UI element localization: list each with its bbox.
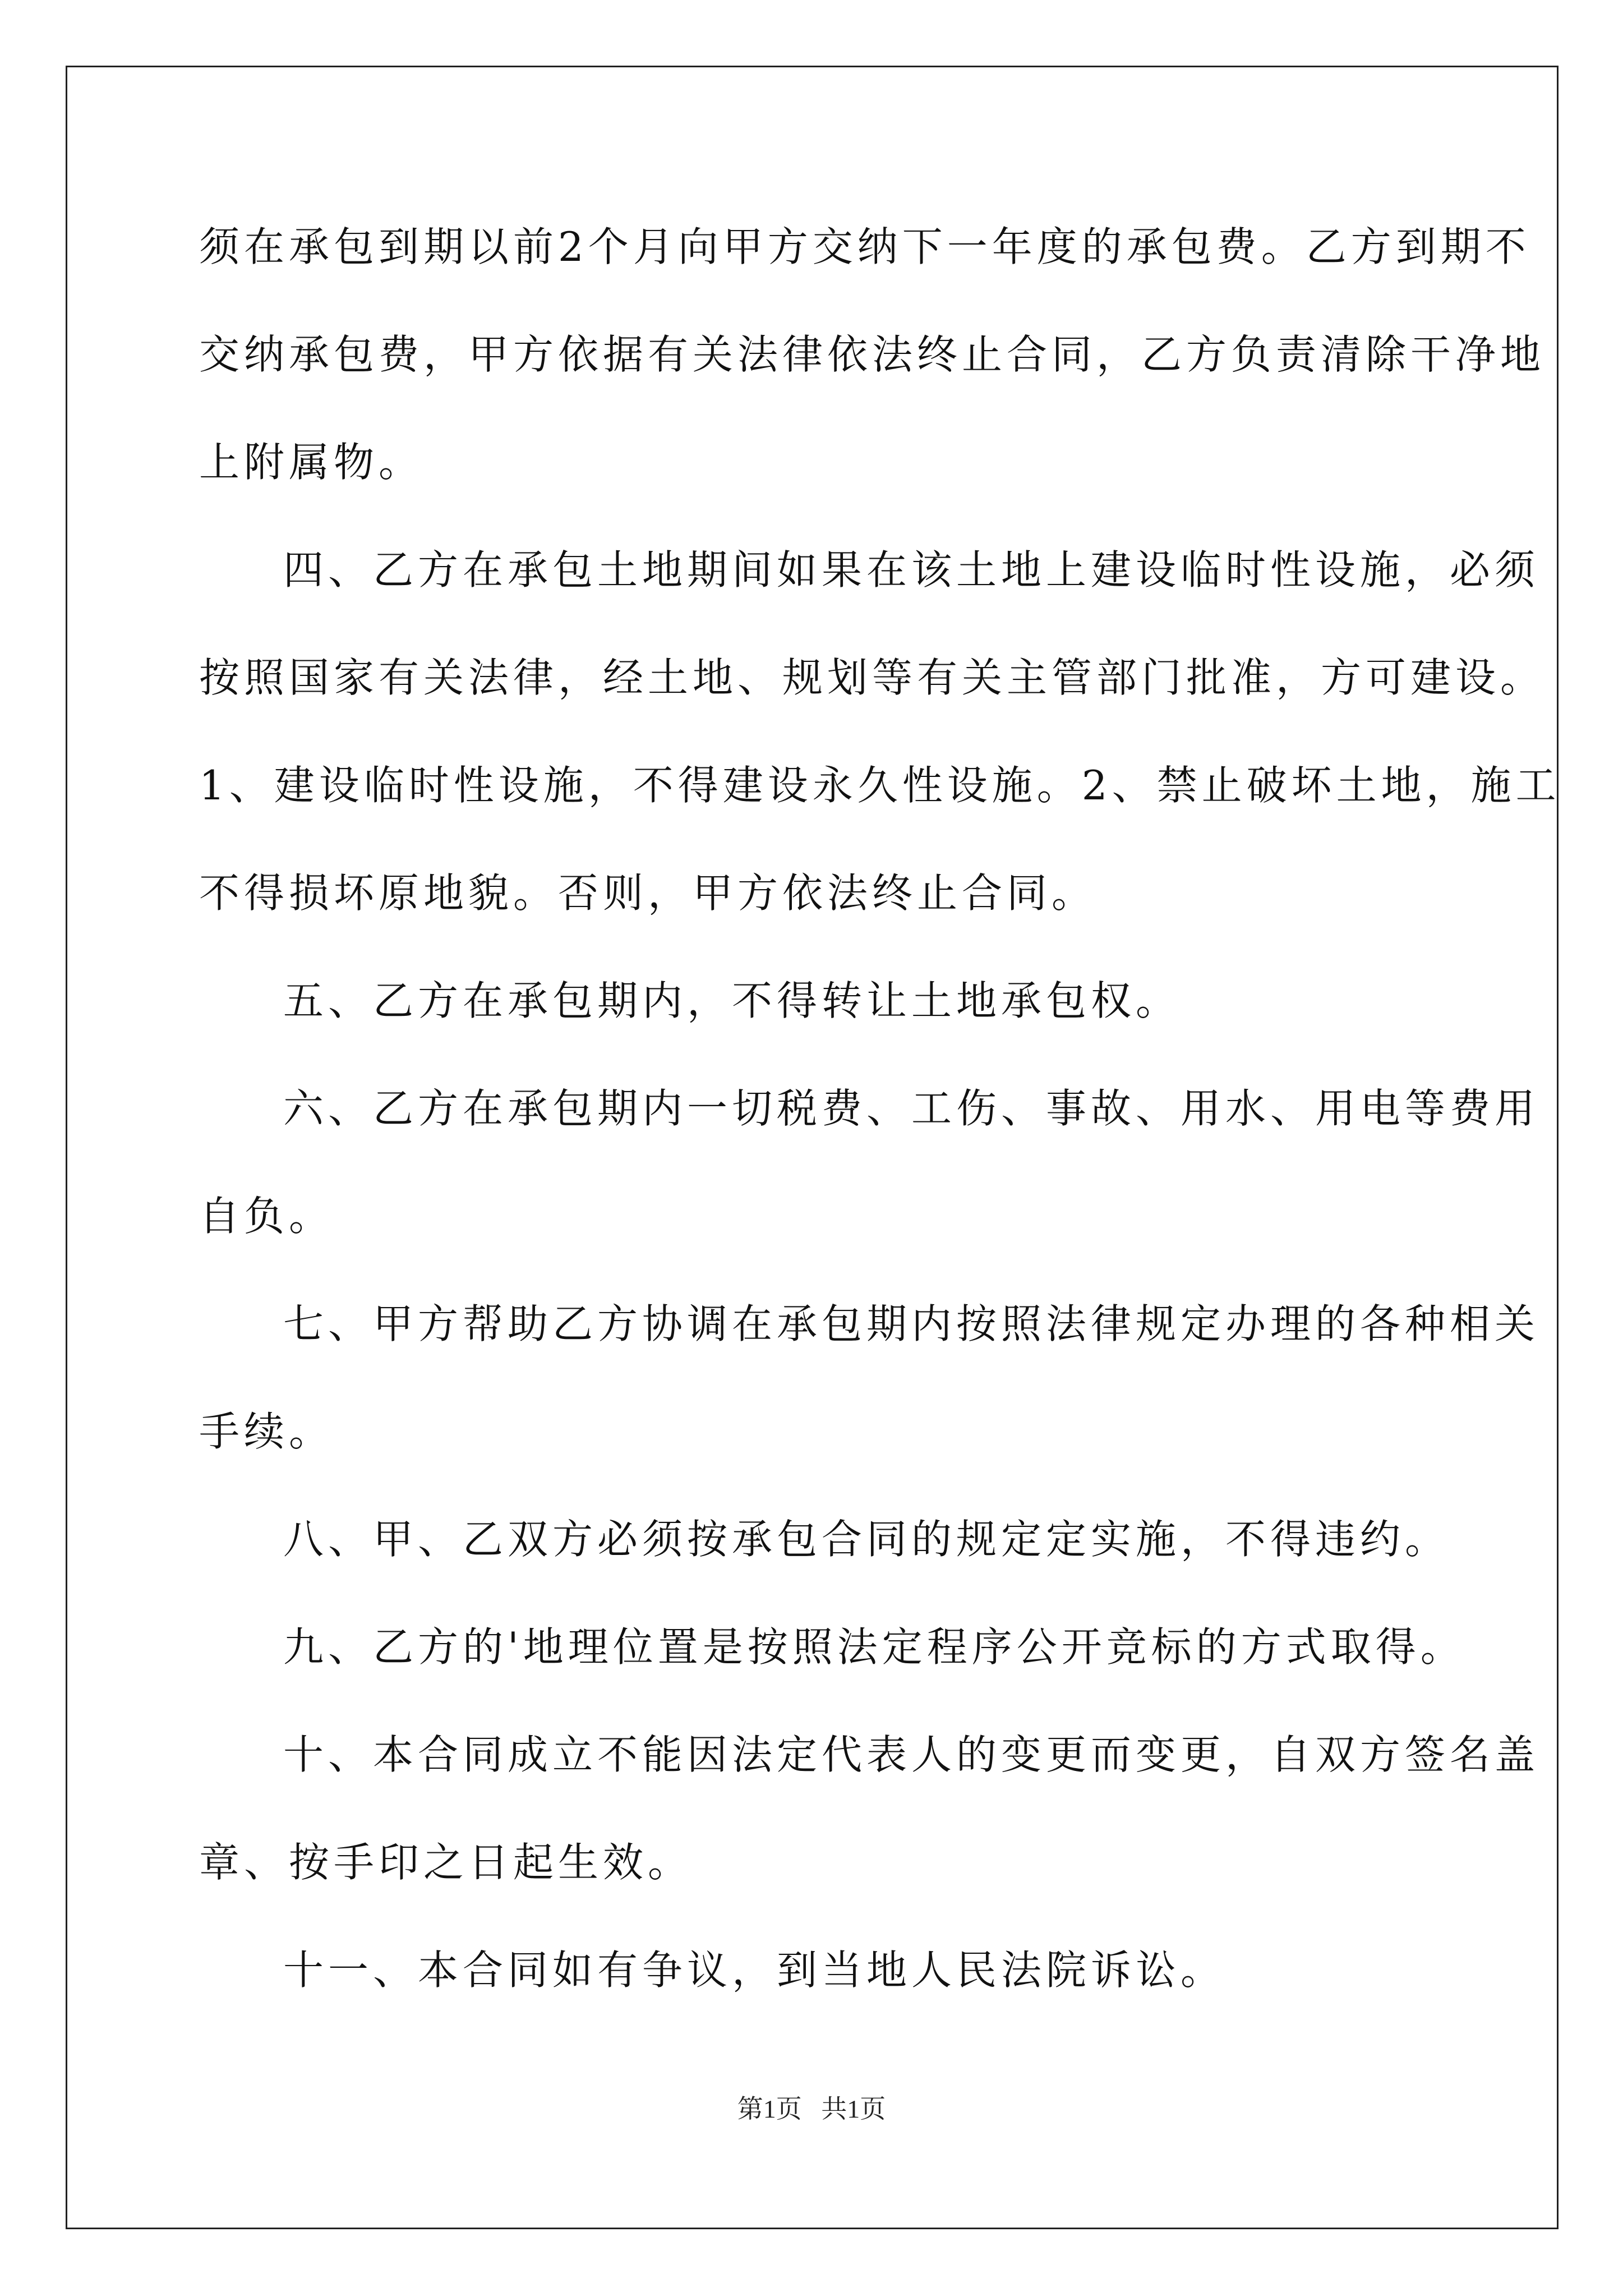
text-line: 四、乙方在承包土地期间如果在该土地上建设临时性设施，必须 — [283, 546, 1540, 593]
text-line: 不得损坏原地貌。否则，甲方依法终止合同。 — [199, 869, 1097, 917]
text-line: 五、乙方在承包期内，不得转让土地承包权。 — [283, 977, 1181, 1024]
text-line: 交纳承包费，甲方依据有关法律依法终止合同，乙方负责清除干净地 — [199, 331, 1546, 378]
text-line: 上附属物。 — [199, 439, 424, 486]
text-line: 七、甲方帮助乙方协调在承包期内按照法律规定办理的各种相关 — [283, 1300, 1540, 1347]
text-line: 1、建设临时性设施，不得建设永久性设施。2、禁止破坏土地，施工 — [199, 762, 1561, 809]
text-line: 八、甲、乙双方必须按承包合同的规定定实施，不得违约。 — [283, 1516, 1450, 1563]
text-line: 六、乙方在承包期内一切税费、工伤、事故、用水、用电等费用 — [283, 1085, 1540, 1132]
page-border — [66, 66, 1559, 2229]
text-line: 须在承包到期以前2个月向甲方交纳下一年度的承包费。乙方到期不 — [199, 223, 1530, 270]
page-number-footer: 第1页 共1页 — [737, 2095, 886, 2123]
text-line: 十、本合同成立不能因法定代表人的变更而变更，自双方签名盖 — [283, 1731, 1540, 1778]
text-line: 九、乙方的'地理位置是按照法定程序公开竞标的方式取得。 — [283, 1623, 1465, 1671]
text-line: 十一、本合同如有争议，到当地人民法院诉讼。 — [283, 1947, 1226, 1994]
text-line: 手续。 — [199, 1408, 334, 1455]
text-line: 按照国家有关法律，经土地、规划等有关主管部门批准，方可建设。 — [199, 654, 1546, 701]
text-line: 自负。 — [199, 1193, 334, 1240]
text-line: 章、按手印之日起生效。 — [199, 1839, 693, 1886]
